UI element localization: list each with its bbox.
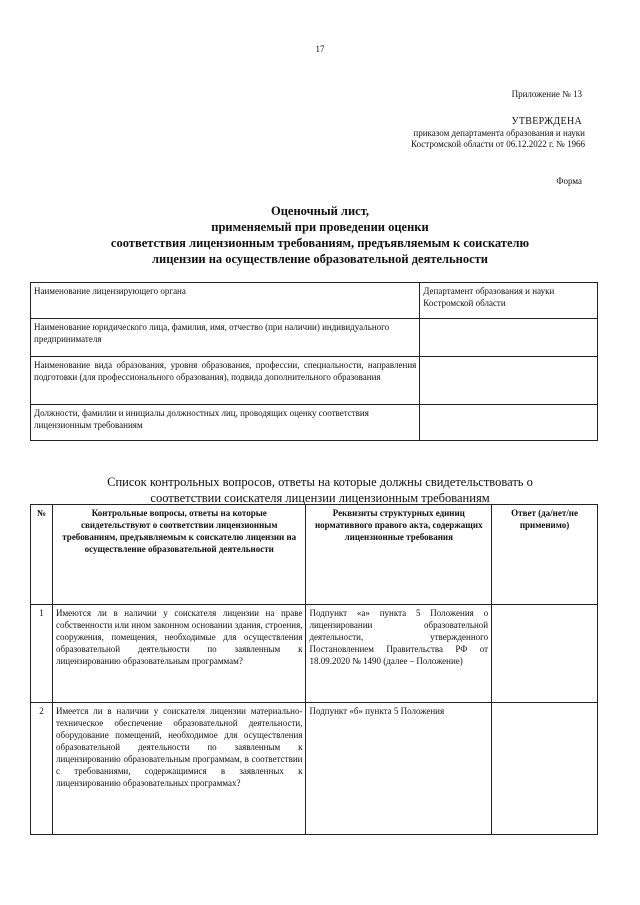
table-row bbox=[31, 405, 598, 441]
info-value bbox=[420, 357, 598, 405]
table-row bbox=[31, 319, 598, 357]
questions-title-line: Список контрольных вопросов, ответы на которые должны свидетельствовать о bbox=[107, 475, 533, 489]
info-value: Департамент образования и науки Костромской области bbox=[420, 283, 598, 319]
col-header-requisites: Реквизиты структурных единиц нормативного правого акта, содержащих лицензионные требования bbox=[306, 505, 492, 605]
title-line: лицензии на осуществление образовательной деятельности bbox=[152, 252, 488, 266]
info-value bbox=[420, 319, 598, 357]
row-number: 2 bbox=[31, 703, 53, 835]
col-header-answer: Ответ (да/нет/не применимо) bbox=[492, 505, 598, 605]
document-title bbox=[0, 203, 640, 267]
row-question: Имеется ли в наличии у соискателя лицензии материально-техническое обеспечение образовательной деятельности, оборудование помещений, необходимое для осуществления образовательной деятельности по заявленным к лицензированию образовательным программам, в соответствии с требованиями, содержащимися в заявленных к лицензированию образовательных программах? bbox=[52, 703, 305, 835]
info-value bbox=[420, 405, 598, 441]
row-answer bbox=[492, 703, 598, 835]
title-line: применяемый при проведении оценки bbox=[211, 220, 429, 234]
questions-title-line: соответствии соискателя лицензии лицензионным требованиям bbox=[150, 491, 490, 505]
questions-table bbox=[30, 504, 598, 835]
title-line: Оценочный лист, bbox=[270, 204, 370, 218]
table-row bbox=[31, 605, 598, 703]
title-line: соответствия лицензионным требованиям, предъявляемым к соискателю bbox=[110, 236, 530, 250]
approved-label: УТВЕРЖДЕНА bbox=[511, 116, 582, 127]
row-question: Имеются ли в наличии у соискателя лицензии на праве собственности или ином законном основании здания, строения, сооружения, помещения, необходимые для осуществления образовательной деятельности по заявленным к лицензированию образовательным программам? bbox=[52, 605, 305, 703]
table-row bbox=[31, 703, 598, 835]
col-header-number: № bbox=[31, 505, 53, 605]
appendix-label: Приложение № 13 bbox=[511, 89, 582, 99]
row-answer bbox=[492, 605, 598, 703]
table-header-row bbox=[31, 505, 598, 605]
table-row bbox=[31, 357, 598, 405]
info-table bbox=[30, 282, 598, 441]
info-label: Наименование юридического лица, фамилия, имя, отчество (при наличии) индивидуального предпринимателя bbox=[31, 319, 420, 357]
row-number: 1 bbox=[31, 605, 53, 703]
approved-order-line: приказом департамента образования и науки bbox=[413, 128, 585, 138]
info-label: Должности, фамилии и инициалы должностных лиц, проводящих оценку соответствия лицензионным требованиям bbox=[31, 405, 420, 441]
approved-date-line: Костромской области от 06.12.2022 г. № 1966 bbox=[411, 139, 585, 149]
info-label: Наименование лицензирующего органа bbox=[31, 283, 420, 319]
col-header-question: Контрольные вопросы, ответы на которые свидетельствуют о соответствии лицензионным требованиям, предъявляемым к соискателю лицензии на осуществление образовательной деятельности bbox=[52, 505, 305, 605]
page-number: 17 bbox=[315, 44, 325, 54]
info-label: Наименование вида образования, уровня образования, профессии, специальности, направления подготовки (для профессионального образования), подвида дополнительного образования bbox=[31, 357, 420, 405]
form-label: Форма bbox=[556, 176, 582, 186]
table-row bbox=[31, 283, 598, 319]
row-requisites: Подпункт «а» пункта 5 Положения о лицензировании образовательной деятельности, утвержденного Постановлением Правительства РФ от 18.09.2020 № 1490 (далее – Положение) bbox=[306, 605, 492, 703]
row-requisites: Подпункт «б» пункта 5 Положения bbox=[306, 703, 492, 835]
questions-title bbox=[0, 474, 640, 506]
